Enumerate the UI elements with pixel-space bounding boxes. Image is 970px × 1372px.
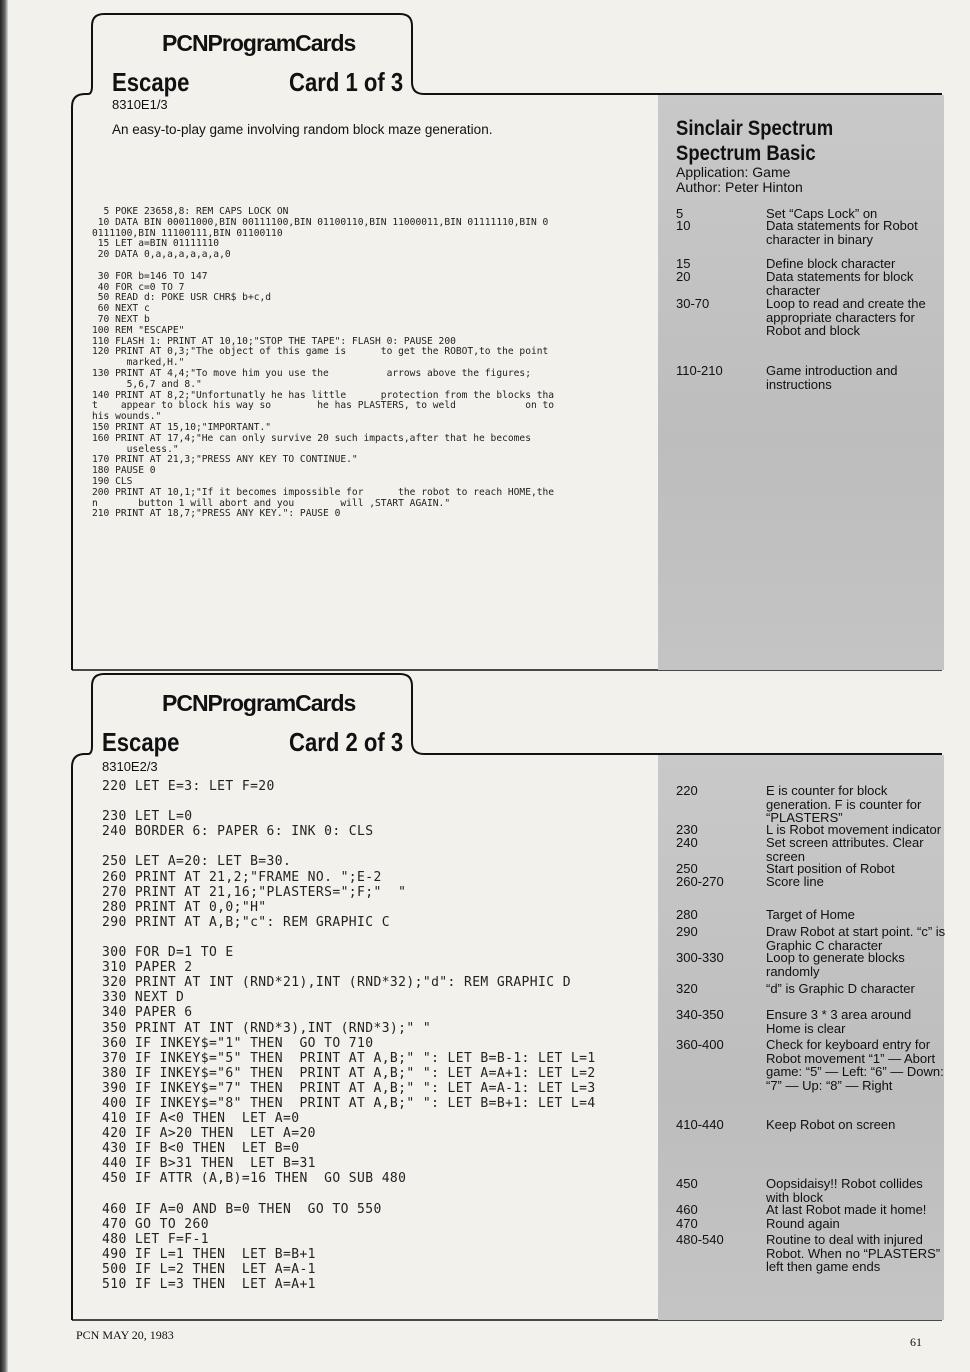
program-card-1 <box>70 12 944 672</box>
note-line-number: 20 <box>676 269 691 284</box>
listing-line: 440 IF B>31 THEN LET B=31 <box>102 1156 316 1172</box>
note-text: Loop to read and create the appropriate characters for Robot and block <box>766 296 926 338</box>
note-line-number: 300-330 <box>676 950 724 965</box>
program-card-2 <box>70 672 944 1322</box>
note-text: Data statements for Robot character in binary <box>766 218 918 247</box>
listing-line <box>102 794 596 809</box>
note-text: E is counter for block generation. F is counter for “PLASTERS” <box>766 783 922 825</box>
listing-line: 420 IF A>20 THEN LET A=20 <box>102 1126 316 1142</box>
listing-line: 320 PRINT AT INT (RND*21),INT (RND*32);"d": REM GRAPHIC D <box>102 975 571 991</box>
listing-line: 460 IF A=0 AND B=0 THEN GO TO 550 <box>102 1201 382 1217</box>
listing-line: 210 PRINT AT 18,7;"PRESS ANY KEY.": PAUSE 0 <box>92 508 341 520</box>
listing-line: 370 IF INKEY$="5" THEN PRINT AT A,B;" ": LET B=B-1: LET L=1 <box>102 1050 596 1066</box>
note-text: Keep Robot on screen <box>766 1117 896 1132</box>
listing-line: 200 PRINT AT 10,1;"If it becomes impossible for the robot to reach HOME,the <box>92 486 555 498</box>
listing-line: 390 IF INKEY$="7" THEN PRINT AT A,B;" ": LET A=A-1: LET L=3 <box>102 1080 596 1096</box>
note-text: Set “Caps Lock” on <box>766 206 878 221</box>
listing-line: 260 PRINT AT 21,2;"FRAME NO. ";E-2 <box>102 869 382 885</box>
listing-line: 0111100,BIN 11100111,BIN 01100110 <box>92 227 283 239</box>
listing-line: 340 PAPER 6 <box>102 1005 193 1021</box>
note-row <box>676 836 946 863</box>
listing-line: 350 PRINT AT INT (RND*3),INT (RND*3);" " <box>102 1020 432 1036</box>
note-text: Score line <box>766 874 824 889</box>
page-footer-issue: PCN MAY 20, 1983 <box>76 1328 174 1342</box>
listing-line <box>102 930 596 945</box>
listing-line: 240 BORDER 6: PAPER 6: INK 0: CLS <box>102 824 374 840</box>
note-line-number: 5 <box>676 206 684 221</box>
note-line-number: 10 <box>676 218 691 233</box>
note-line-number: 450 <box>676 1176 698 1191</box>
listing-line: 50 READ d: POKE USR CHR$ b+c,d <box>92 292 272 304</box>
note-text: Routine to deal with injured Robot. When no “PLASTERS” left then game ends <box>766 1232 941 1274</box>
note-text: Set screen attributes. Clear screen <box>766 835 924 864</box>
listing-line: 330 NEXT D <box>102 990 185 1006</box>
note-row <box>676 982 946 996</box>
listing-line: 130 PRINT AT 4,4;"To move him you use the arrows above the figures; <box>92 367 531 379</box>
note-line-number: 240 <box>676 835 698 850</box>
listing-line: 380 IF INKEY$="6" THEN PRINT AT A,B;" ": LET A=A+1: LET L=2 <box>102 1065 596 1081</box>
listing-line: 120 PRINT AT 0,3;"The object of this game is to get the ROBOT,to the point <box>92 346 549 358</box>
listing-line: 5,6,7 and 8." <box>92 378 202 390</box>
note-row <box>676 951 946 978</box>
listing-line: 20 DATA 0,a,a,a,a,a,a,0 <box>92 249 231 261</box>
note-row <box>676 908 946 922</box>
listing-line: 480 LET F=F-1 <box>102 1231 209 1247</box>
listing-line: 190 CLS <box>92 475 133 487</box>
listing-line: n button 1 will abort and you will ,START AGAIN." <box>92 497 451 509</box>
note-line-number: 410-440 <box>676 1117 724 1132</box>
listing-line: 450 IF ATTR (A,B)=16 THEN GO SUB 480 <box>102 1171 407 1187</box>
note-row <box>676 1203 946 1217</box>
note-line-number: 340-350 <box>676 1007 724 1022</box>
listing-line: 180 PAUSE 0 <box>92 465 156 477</box>
listing-line: 230 LET L=0 <box>102 809 193 825</box>
note-text: Check for keyboard entry for Robot movement “1” — Abort game: “5” — Left: “6” — Down: “7” — Up: “8” — Right <box>766 1037 944 1093</box>
card-1-card-number: Card 1 of 3 <box>289 67 404 97</box>
listing-line: 400 IF INKEY$="8" THEN PRINT AT A,B;" ": LET B=B+1: LET L=4 <box>102 1095 596 1111</box>
note-row <box>676 875 946 889</box>
note-line-number: 220 <box>676 783 698 798</box>
listing-line: 500 IF L=2 THEN LET A=A-1 <box>102 1262 316 1277</box>
note-line-number: 480-540 <box>676 1232 724 1247</box>
binding-edge <box>0 0 8 1372</box>
listing-line: 490 IF L=1 THEN LET B=B+1 <box>102 1246 316 1262</box>
listing-line: 60 NEXT c <box>92 303 150 315</box>
note-line-number: 280 <box>676 907 698 922</box>
card-2-card-number: Card 2 of 3 <box>289 727 404 757</box>
listing-line: useless." <box>92 443 179 455</box>
note-text: Define block character <box>766 256 896 271</box>
card-1-code-id: 8310E1/3 <box>112 97 168 112</box>
listing-line: 70 NEXT b <box>92 313 150 325</box>
note-text: Start position of Robot <box>766 861 895 876</box>
listing-line: 280 PRINT AT 0,0;"H" <box>102 899 267 915</box>
listing-line: 110 FLASH 1: PRINT AT 10,10;"STOP THE TAPE": FLASH 0: PAUSE 200 <box>92 335 456 347</box>
note-line-number: 250 <box>676 861 698 876</box>
card-1-machine: Sinclair Spectrum <box>676 117 834 140</box>
page-number: 61 <box>910 1335 922 1349</box>
note-text: Ensure 3 * 3 area around Home is clear <box>766 1007 912 1036</box>
listing-line: 160 PRINT AT 17,4;"He can only survive 20 such impacts,after that he becomes <box>92 432 531 444</box>
card-1-game-title: Escape <box>112 67 190 97</box>
note-text: At last Robot made it home! <box>766 1202 927 1217</box>
listing-line: marked,H." <box>92 357 185 369</box>
note-line-number: 30-70 <box>676 296 710 311</box>
note-line-number: 15 <box>676 256 691 271</box>
note-text: Target of Home <box>766 907 855 922</box>
note-row <box>676 297 946 338</box>
note-line-number: 260-270 <box>676 874 724 889</box>
listing-line: 140 PRINT AT 8,2;"Unfortunatly he has little protection from the blocks tha <box>92 389 555 401</box>
card-1-application: Application: Game <box>676 164 791 180</box>
note-row <box>676 1008 946 1035</box>
listing-line: his wounds." <box>92 411 162 423</box>
listing-line <box>102 1187 596 1202</box>
card-1-brand-logo: PCNProgramCards <box>162 30 356 56</box>
listing-line: 40 FOR c=0 TO 7 <box>92 281 185 293</box>
note-row <box>676 1233 946 1274</box>
note-line-number: 470 <box>676 1216 698 1231</box>
listing-line: 250 LET A=20: LET B=30. <box>102 854 292 870</box>
listing-line: 290 PRINT AT A,B;"c": REM GRAPHIC C <box>102 914 390 930</box>
listing-line: 310 PAPER 2 <box>102 960 193 976</box>
card-2-brand-logo: PCNProgramCards <box>162 690 356 716</box>
listing-line: 10 DATA BIN 00011000,BIN 00111100,BIN 01100110,BIN 11000011,BIN 01111110,BIN 0 <box>92 216 549 228</box>
note-line-number: 360-400 <box>676 1037 724 1052</box>
card-2-code-id: 8310E2/3 <box>102 759 158 774</box>
note-text: Game introduction and instructions <box>766 363 898 392</box>
note-line-number: 230 <box>676 822 698 837</box>
listing-line: 100 REM "ESCAPE" <box>92 324 185 336</box>
note-text: Round again <box>766 1216 840 1231</box>
note-row <box>676 1177 946 1204</box>
listing-line: 220 LET E=3: LET F=20 <box>102 779 275 794</box>
listing-line: t appear to block his way so he has PLASTERS, to weld on to <box>92 400 555 412</box>
listing-line: 5 POKE 23658,8: REM CAPS LOCK ON <box>92 206 289 217</box>
note-line-number: 110-210 <box>676 363 723 378</box>
listing-line: 470 GO TO 260 <box>102 1216 209 1232</box>
note-line-number: 320 <box>676 981 698 996</box>
note-row <box>676 270 946 297</box>
note-row <box>676 784 946 825</box>
listing-line: 15 LET a=BIN 01111110 <box>92 238 220 250</box>
listing-line: 510 IF L=3 THEN LET A=A+1 <box>102 1277 316 1293</box>
note-row <box>676 1118 946 1132</box>
note-row <box>676 925 946 952</box>
note-row <box>676 364 946 391</box>
note-text: “d” is Graphic D character <box>766 981 915 996</box>
note-line-number: 290 <box>676 924 698 939</box>
card-1-description: An easy-to-play game involving random block maze generation. <box>112 122 493 137</box>
note-row <box>676 1038 946 1092</box>
card-1-author: Author: Peter Hinton <box>676 179 803 195</box>
card-1-language: Spectrum Basic <box>676 142 816 165</box>
listing-line: 410 IF A<0 THEN LET A=0 <box>102 1111 300 1127</box>
note-text: Loop to generate blocks randomly <box>766 950 905 979</box>
note-text: Oopsidaisy!! Robot collides with block <box>766 1176 923 1205</box>
listing-line: 30 FOR b=146 TO 147 <box>92 270 208 282</box>
note-text: Draw Robot at start point. “c” is Graphic C character <box>766 924 946 953</box>
listing-line: 300 FOR D=1 TO E <box>102 945 234 961</box>
listing-line: 270 PRINT AT 21,16;"PLASTERS=";F;" " <box>102 884 407 900</box>
listing-line: 170 PRINT AT 21,3;"PRESS ANY KEY TO CONTINUE." <box>92 454 358 466</box>
card-2-program-listing <box>102 779 596 1292</box>
card-1-program-listing <box>92 207 554 520</box>
note-row <box>676 219 946 246</box>
note-text: Data statements for block character <box>766 269 914 298</box>
note-line-number: 460 <box>676 1202 698 1217</box>
listing-line: 150 PRINT AT 15,10;"IMPORTANT." <box>92 421 272 433</box>
note-text: L is Robot movement indicator <box>766 822 942 837</box>
listing-line: 430 IF B<0 THEN LET B=0 <box>102 1141 300 1157</box>
note-row <box>676 1217 946 1231</box>
card-2-game-title: Escape <box>102 727 180 757</box>
listing-line: 360 IF INKEY$="1" THEN GO TO 710 <box>102 1035 374 1051</box>
listing-line <box>102 839 596 854</box>
